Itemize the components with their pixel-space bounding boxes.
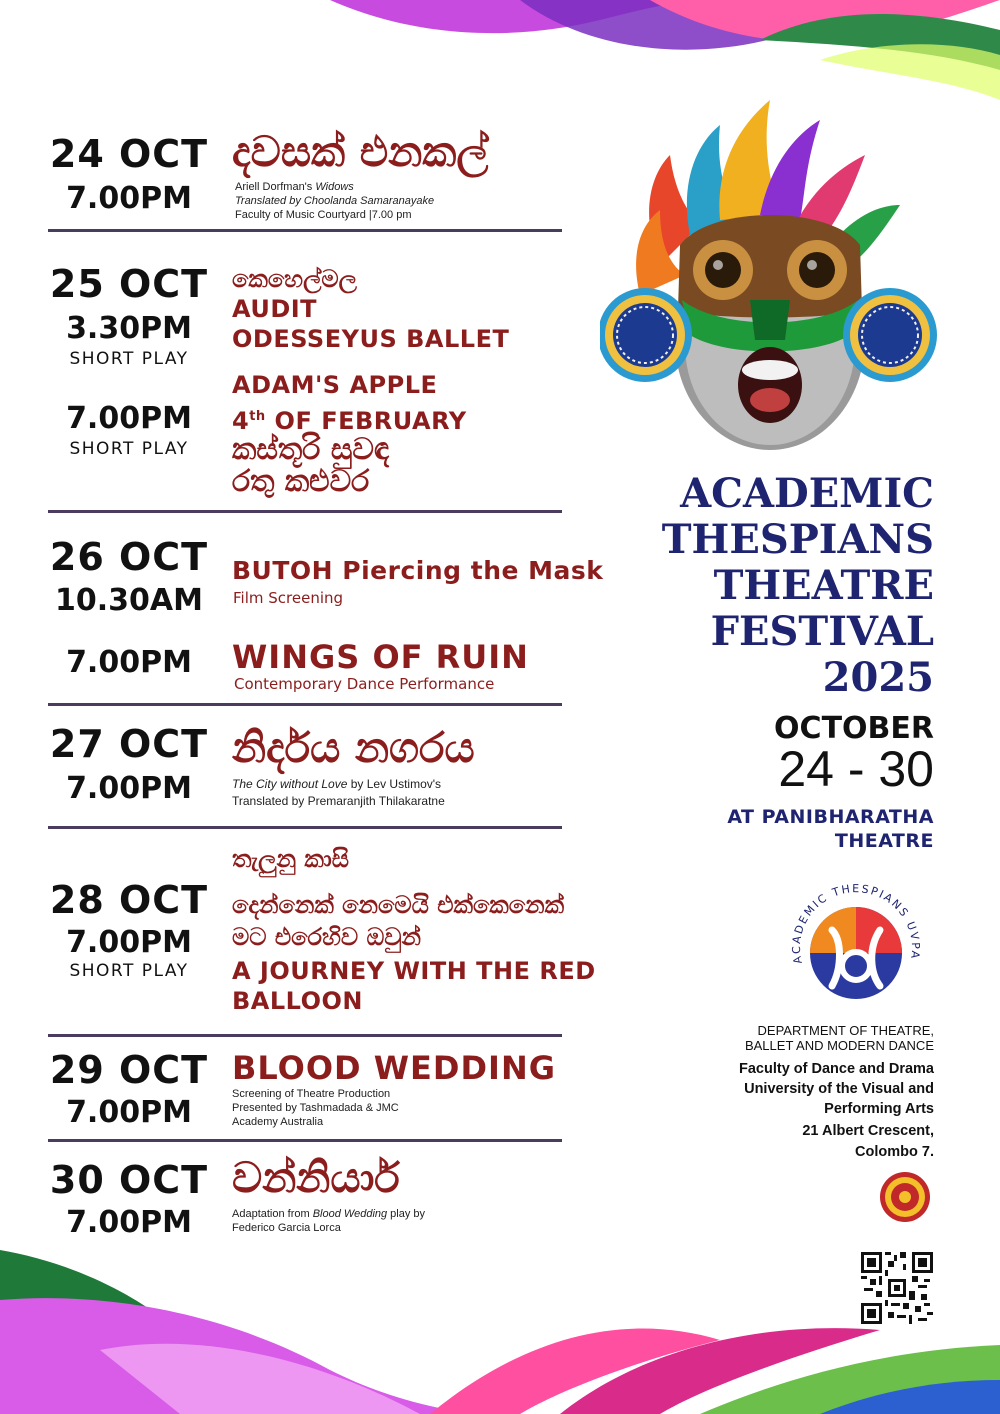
note-translator: Translated by Choolanda Samaranayake [235,195,435,207]
title-nirdaya-nagaraya: නිර්දය නගරය [232,723,475,772]
play-kehelmala: කෙහෙල්මල [232,265,357,293]
title-blood-wedding: BLOOD WEDDING [232,1049,556,1087]
time-24-oct: 7.00PM [66,181,192,216]
note-screening: Screening of Theatre Production [232,1088,391,1100]
note-adaptation: Adaptation from Blood Wedding play by [232,1208,426,1220]
note-city-without-love: The City without Love by Lev Ustimov's [232,777,442,791]
department-line-1: DEPARTMENT OF THEATRE, [757,1023,934,1038]
short-play-label-3: SHORT PLAY [69,961,189,981]
festival-title-line-2: THESPIANS [661,516,934,563]
venue-line-1: AT PANIBHARATHA [727,806,934,828]
divider [48,510,562,513]
divider [48,1034,562,1037]
play-journey-red-balloon-1: A JOURNEY WITH THE RED [232,957,596,985]
festival-month: OCTOBER [774,711,934,746]
play-rathu-kaluwara: රතු කළුවර [232,464,370,499]
department-line-2: BALLET AND MODERN DANCE [744,1038,934,1053]
university-seal-icon [878,1170,932,1224]
svg-text:ACADEMIC THESPIANS UVPA: ACADEMIC THESPIANS UVPA [789,882,923,966]
play-kasthuri-suwanda: කස්තූරි සුවඳ [232,432,390,467]
note-academy: Academy Australia [232,1116,324,1128]
qr-code-icon [861,1252,933,1324]
bottom-wave-decoration [0,1230,1000,1414]
play-dennek-nemei: දෙන්නෙක් නෙමෙයි එක්කෙනෙක් [232,891,565,919]
date-27-oct: 27 OCT [49,722,209,766]
play-odesseyus-ballet: ODESSEYUS BALLET [232,325,510,353]
date-26-oct: 26 OCT [49,535,209,579]
title-butoh: BUTOH Piercing the Mask [232,556,604,585]
festival-date-range: 24 - 30 [778,741,934,797]
note-film-screening: Film Screening [233,589,344,607]
date-25-oct: 25 OCT [49,262,209,306]
note-presented-by: Presented by Tashmadada & JMC [232,1102,399,1114]
play-adams-apple: ADAM'S APPLE [232,371,438,399]
title-wanniyar: වන්නියාර් [232,1153,400,1202]
note-lorca: Federico Garcia Lorca [232,1222,341,1234]
date-29-oct: 29 OCT [49,1048,209,1092]
divider [48,703,562,706]
note-venue-24: Faculty of Music Courtyard |7.00 pm [235,209,412,221]
time-27-oct: 7.00PM [66,771,192,806]
address-line-3: Performing Arts [824,1101,934,1117]
divider [48,1139,562,1142]
time-25-oct-1: 3.30PM [66,311,192,346]
note-translator-27: Translated by Premaranjith Thilakaratne [232,794,445,808]
venue-line-2: THEATRE [834,830,934,852]
play-journey-red-balloon-2: BALLOON [232,987,363,1015]
play-mata-erehiwa: මට එරෙහිව ඔවුන් [232,923,421,951]
date-24-oct: 24 OCT [49,132,209,176]
play-4th-of-february: 4th OF FEBRUARY [232,407,467,435]
address-line-1: Faculty of Dance and Drama [739,1061,934,1077]
festival-title-line-4: FESTIVAL [710,608,934,655]
short-play-label-1: SHORT PLAY [69,349,189,369]
time-30-oct: 7.00PM [66,1205,192,1240]
address-line-4: 21 Albert Crescent, [802,1123,934,1139]
festival-title-line-3: THEATRE [713,562,934,609]
short-play-label-2: SHORT PLAY [69,439,189,459]
address-line-5: Colombo 7. [855,1144,934,1160]
date-30-oct: 30 OCT [49,1158,209,1202]
play-thalunu-kasi: තැලුනු කාසි [232,845,349,873]
address-line-2: University of the Visual and [744,1081,934,1097]
divider [48,229,562,232]
time-26-oct-1: 10.30AM [55,583,203,618]
note-widows: Ariell Dorfman's Widows [235,181,354,193]
mask-icon [600,95,940,455]
time-26-oct-2: 7.00PM [66,645,192,680]
play-audit: AUDIT [232,295,318,323]
title-dawasak-enakal: දවසක් එනකල් [232,127,489,176]
time-29-oct: 7.00PM [66,1095,192,1130]
note-contemporary-dance: Contemporary Dance Performance [234,675,495,693]
divider [48,826,562,829]
festival-title-line-1: ACADEMIC [680,470,934,517]
date-28-oct: 28 OCT [49,878,209,922]
time-28-oct: 7.00PM [66,925,192,960]
time-25-oct-2: 7.00PM [66,401,192,436]
festival-year: 2025 [822,654,934,701]
title-wings-of-ruin: WINGS OF RUIN [232,638,529,676]
thespians-logo-icon [780,868,930,1010]
